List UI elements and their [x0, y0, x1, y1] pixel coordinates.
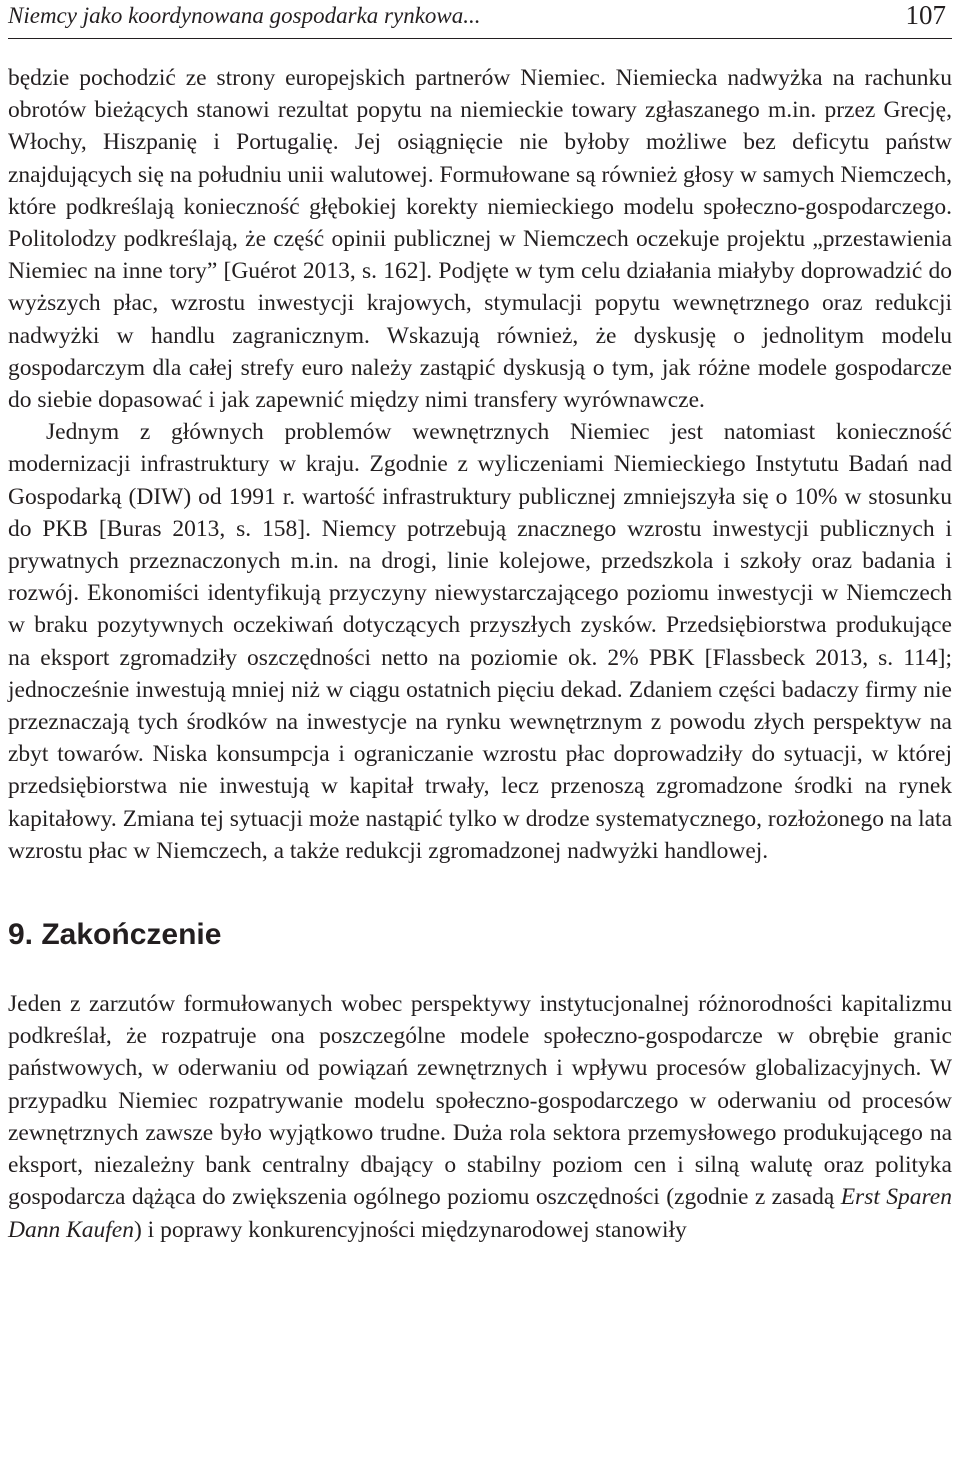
- section-heading: 9. Zakończenie: [8, 918, 222, 952]
- paragraph-3-italic-phrase: Erst Sparen Dann Kaufen: [8, 1184, 952, 1243]
- paragraph-2: Jednym z głównych problemów wewnętrznych Niemiec jest natomiast konieczność modernizacji infrastruktury w kraju. Zgodnie z wyliczeniami Niemieckiego Instytutu Badań nad Gospodarką (DIW) od 1991 r. wartość infrastruktury publicznej zmniejszyła się o 10% w stosunku do PKB [Buras 2013, s. 158]. Niemcy potrzebują znacznego wzrostu inwestycji publicznych i prywatnych przeznaczonych m.in. na drogi, linie kolejowe, przedszkola i szkoły oraz badania i rozwój. Ekonomiści identyfikują przyczyny niewystarczającego poziomu inwestycji w Niemczech w braku pozytywnych oczekiwań dotyczących przyszłych zysków. Przedsiębiorstwa produkujące na eksport zgromadziły oszczędności netto na poziomie ok. 2% PBK [Flassbeck 2013, s. 114]; jednocześnie inwestują mniej niż w ciągu ostatnich pięciu dekad. Zdaniem części badaczy firmy nie przeznaczają tych środków na inwestycje na rynku wewnętrznym z powodu złych perspektyw na zbyt towarów. Niska konsumpcja i ograniczanie wzrostu płac doprowadziły do sytuacji, w której przedsiębiorstwa nie inwestują w kapitał trwały, lecz przenoszą zgromadzone środki na rynek kapitałowy. Zmiana tej sytuacji może nastąpić tylko w drodze systematycznego, rozłożonego na lata wzrostu płac w Niemczech, a także redukcji zgromadzonej nadwyżki handlowej.: [8, 419, 952, 864]
- page-body: [8, 62, 952, 1246]
- running-title: Niemcy jako koordynowana gospodarka rynkowa...: [8, 3, 481, 28]
- paragraph-3: [8, 988, 952, 1246]
- running-header: [8, 0, 952, 39]
- paragraph-1: będzie pochodzić ze strony europejskich partnerów Niemiec. Niemiecka nadwyżka na rachunku obrotów bieżących stanowi rezultat popytu na niemieckie towary zgłaszanego m.in. przez Grecję, Włochy, Hiszpanię i Portugalię. Jej osiągnięcie nie byłoby możliwe bez deficytu państw znajdujących się na południu unii walutowej. Formułowane są również głosy w samych Niemczech, które podkreślają konieczność głębokiej korekty niemieckiego modelu społeczno-gospodarczego. Politolodzy podkreślają, że część opinii publicznej w Niemczech oczekuje projektu „przestawienia Niemiec na inne tory” [Guérot 2013, s. 162]. Podjęte w tym celu działania miałyby doprowadzić do wyższych płac, wzrostu inwestycji krajowych, stymulacji popytu wewnętrznego oraz redukcji nadwyżki w handlu zagranicznym. Wskazują również, że dyskusję o jednolitym modelu gospodarczym dla całej strefy euro należy zastąpić dyskusją o tym, jak różne modele gospodarcze do siebie dopasować i jak zapewnić między nimi transfery wyrównawcze.: [8, 65, 952, 414]
- paragraph-3-text-end: ) i poprawy konkurencyjności międzynarodowej stanowiły: [133, 1216, 687, 1243]
- page-number: 107: [905, 0, 946, 30]
- paragraph-3-text-start: Jeden z zarzutów formułowanych wobec perspektywy instytucjonalnej różnorodności kapitalizmu podkreślał, że rozpatruje ona poszczególne modele społeczno-gospodarcze w obrębie granic państwowych, w oderwaniu od powiązań zewnętrznych i wpływu procesów globalizacyjnych. W przypadku Niemiec rozpatrywanie modelu społeczno-gospodarczego w oderwaniu od procesów zewnętrznych zawsze było wyjątkowo trudne. Duża rola sektora przemysłowego produkującego na eksport, niezależny bank centralny dbający o stabilny poziom cen i silną walutę oraz polityka gospodarcza dążąca do zwiększenia ogólnego poziomu oszczędności (zgodnie z zasadą: [8, 991, 952, 1211]
